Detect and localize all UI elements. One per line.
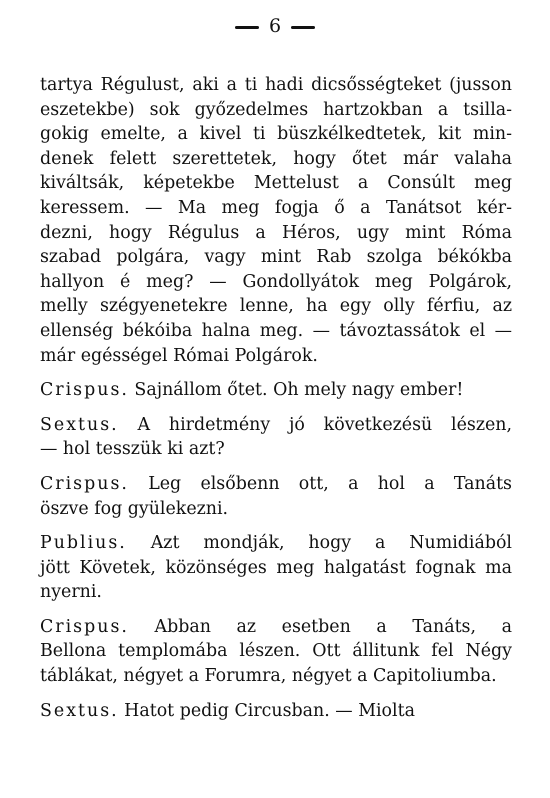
text-line xyxy=(40,196,512,221)
line-text: A hirdetmény jó következésü lészen, xyxy=(118,414,512,435)
page-header xyxy=(0,14,550,38)
line-text: Sajnállom őtet. Oh mely nagy ember! xyxy=(128,380,464,401)
line-text: Azt mondják, hogy a Numidiából xyxy=(126,533,512,554)
paragraph-gap xyxy=(40,521,512,531)
line-text: Hatot pedig Circusban. — Miolta xyxy=(118,700,415,721)
text-line xyxy=(40,147,512,172)
line-text: gokig emelte, a kivel ti büszkélkedtetek, kit min- xyxy=(40,124,512,145)
text-line xyxy=(40,221,512,246)
paragraph-gap xyxy=(40,605,512,615)
text-line xyxy=(40,171,512,196)
text-line xyxy=(40,615,512,640)
text-line xyxy=(40,319,512,344)
header-ornament-right xyxy=(291,26,315,29)
line-text: kiváltsák, képetekbe Mettelust a Consúlt meg xyxy=(40,173,512,194)
dialogue-paragraph xyxy=(40,531,512,605)
dialogue-paragraph xyxy=(40,699,512,724)
text-line xyxy=(40,270,512,295)
paragraph-gap xyxy=(40,689,512,699)
narration-paragraph xyxy=(40,73,512,368)
text-line xyxy=(40,294,512,319)
text-line xyxy=(40,699,512,724)
line-text: jött Követek, közönséges meg halgatást fognak ma xyxy=(40,557,512,578)
speaker-name: Crispus. xyxy=(40,380,129,401)
text-line xyxy=(40,437,512,462)
text-line xyxy=(40,472,512,497)
text-line xyxy=(40,556,512,581)
line-text: dezni, hogy Régulus a Héros, ugy mint Róma xyxy=(40,222,512,243)
page-number: 6 xyxy=(268,15,282,37)
line-text: hallyon é meg? — Gondollyátok meg Polgárok, xyxy=(40,271,512,292)
text-line xyxy=(40,122,512,147)
dialogue-paragraph xyxy=(40,615,512,689)
line-text: denek felett szerettetek, hogy őtet már valaha xyxy=(40,148,512,169)
line-text: Abban az esetben a Tanáts, a xyxy=(128,616,512,637)
line-text: keressem. — Ma meg fogja ő a Tanátsot kér- xyxy=(40,197,512,218)
paragraph-gap xyxy=(40,368,512,378)
line-text: már egésségel Római Polgárok. xyxy=(40,345,318,366)
line-text: — hol tesszük ki azt? xyxy=(40,439,225,460)
line-text: eszetekbe) sok győzedelmes hartzokban a tsilla- xyxy=(40,99,512,120)
speaker-name: Sextus. xyxy=(40,414,119,435)
speaker-name: Publius. xyxy=(40,533,127,554)
body-text xyxy=(40,73,512,723)
text-line xyxy=(40,413,512,438)
paragraph-gap xyxy=(40,462,512,472)
speaker-name: Sextus. xyxy=(40,700,119,721)
text-line xyxy=(40,73,512,98)
text-line xyxy=(40,580,512,605)
header-ornament-left xyxy=(235,26,259,29)
text-line xyxy=(40,664,512,689)
text-line xyxy=(40,531,512,556)
line-text: szabad polgára, vagy mint Rab szolga békókba xyxy=(40,247,512,268)
line-text: melly szégyenetekre lenne, ha egy olly férfiu, az xyxy=(40,296,512,317)
line-text: Bellona templomába lészen. Ott állitunk fel Négy xyxy=(40,641,512,662)
speaker-name: Crispus. xyxy=(40,616,129,637)
dialogue-paragraph xyxy=(40,378,512,403)
dialogue-paragraph xyxy=(40,472,512,521)
text-line xyxy=(40,344,512,369)
line-text: táblákat, négyet a Forumra, négyet a Capitoliumba. xyxy=(40,666,497,687)
line-text: öszve fog gyülekezni. xyxy=(40,498,229,519)
text-line xyxy=(40,98,512,123)
text-line xyxy=(40,639,512,664)
paragraph-gap xyxy=(40,403,512,413)
speaker-name: Crispus. xyxy=(40,473,129,494)
text-line xyxy=(40,497,512,522)
text-line xyxy=(40,245,512,270)
dialogue-paragraph xyxy=(40,413,512,462)
text-line xyxy=(40,378,512,403)
line-text: Leg elsőbenn ott, a hol a Tanáts xyxy=(128,473,512,494)
line-text: nyerni. xyxy=(40,582,102,603)
line-text: tartya Régulust, aki a ti hadi dicsősségteket (jusson xyxy=(40,75,512,95)
line-text: ellenség békóiba halna meg. — távoztassátok el — xyxy=(40,320,512,341)
